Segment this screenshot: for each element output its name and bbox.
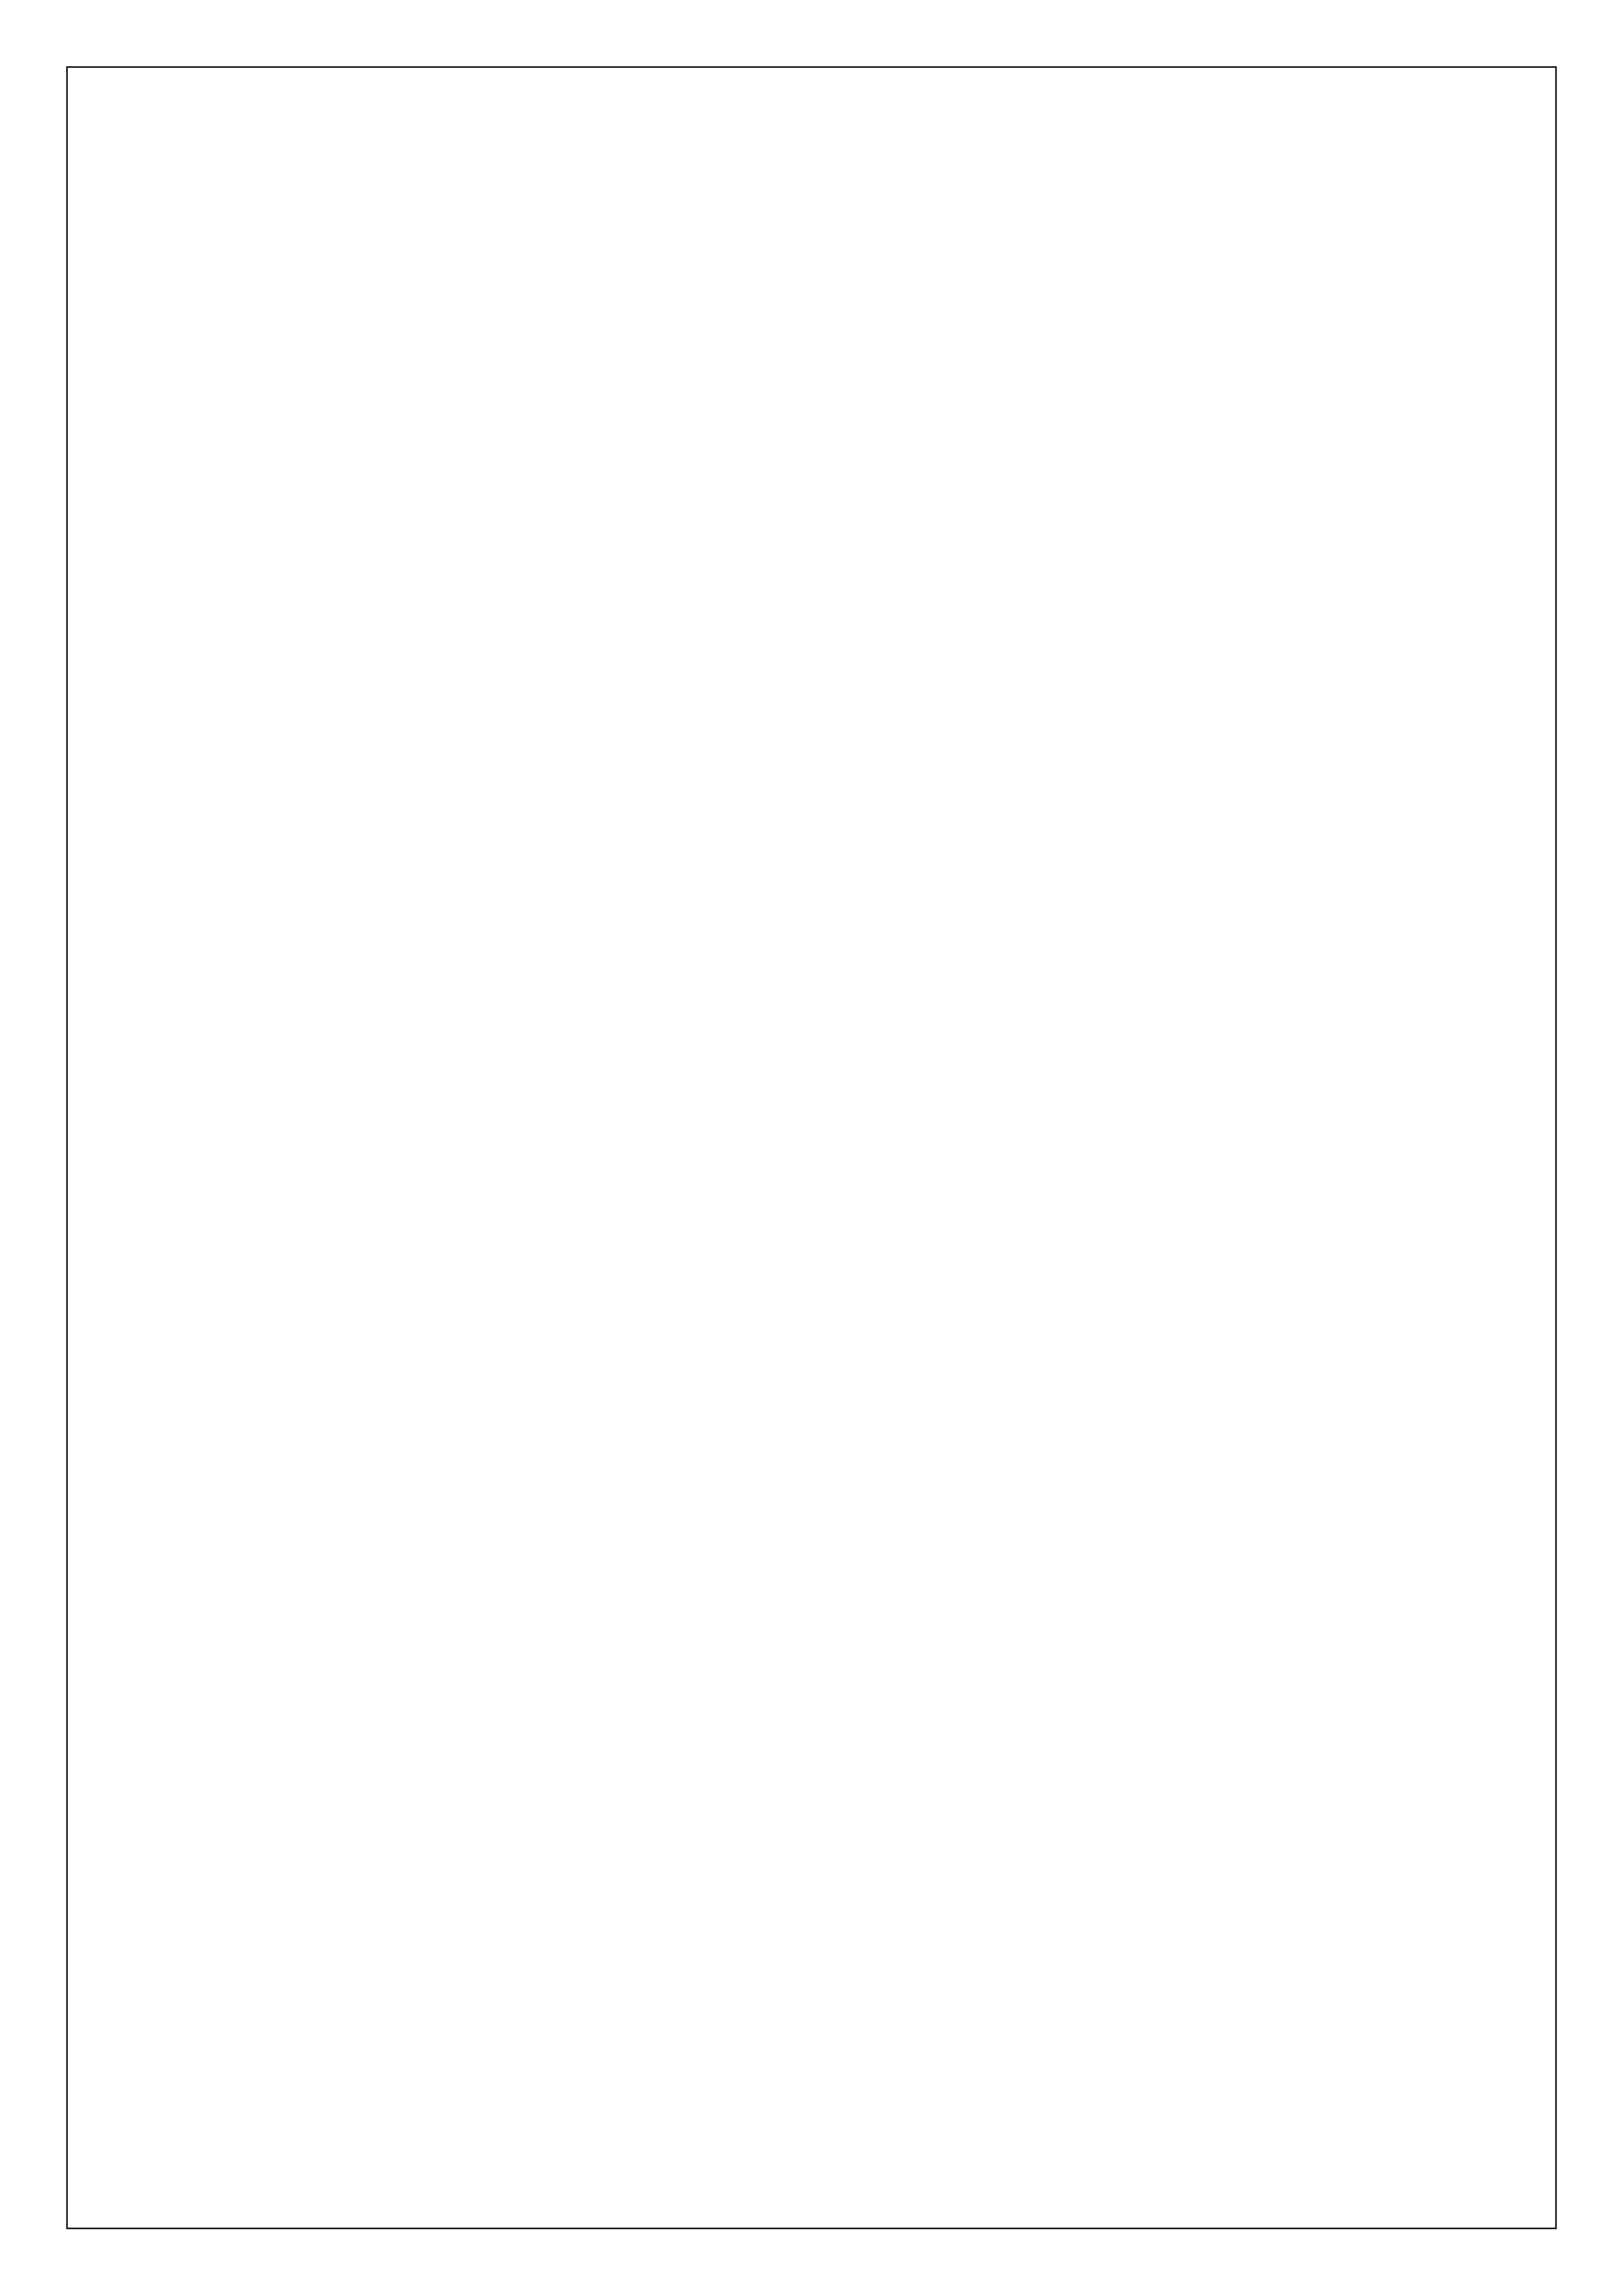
- text-line: [199, 543, 1427, 651]
- text-line: [199, 328, 1427, 435]
- text-line: [199, 1405, 1427, 1512]
- text-line: [199, 1082, 1427, 1189]
- text-line: [199, 1943, 1427, 2051]
- text-line: [199, 1297, 1427, 1405]
- text-line: [199, 2051, 1427, 2159]
- text-line: [199, 1620, 1427, 1728]
- text-line: [199, 866, 1427, 974]
- text-line: [199, 974, 1427, 1082]
- text-line: [199, 1728, 1427, 1835]
- text-line: [199, 651, 1427, 758]
- text-line: [199, 435, 1427, 543]
- text-line: [199, 758, 1427, 866]
- text-line: [199, 1512, 1427, 1620]
- text-line: [199, 220, 1427, 328]
- text-line: [199, 1189, 1427, 1297]
- text-line: [199, 1835, 1427, 1943]
- document-body: [199, 220, 1427, 2159]
